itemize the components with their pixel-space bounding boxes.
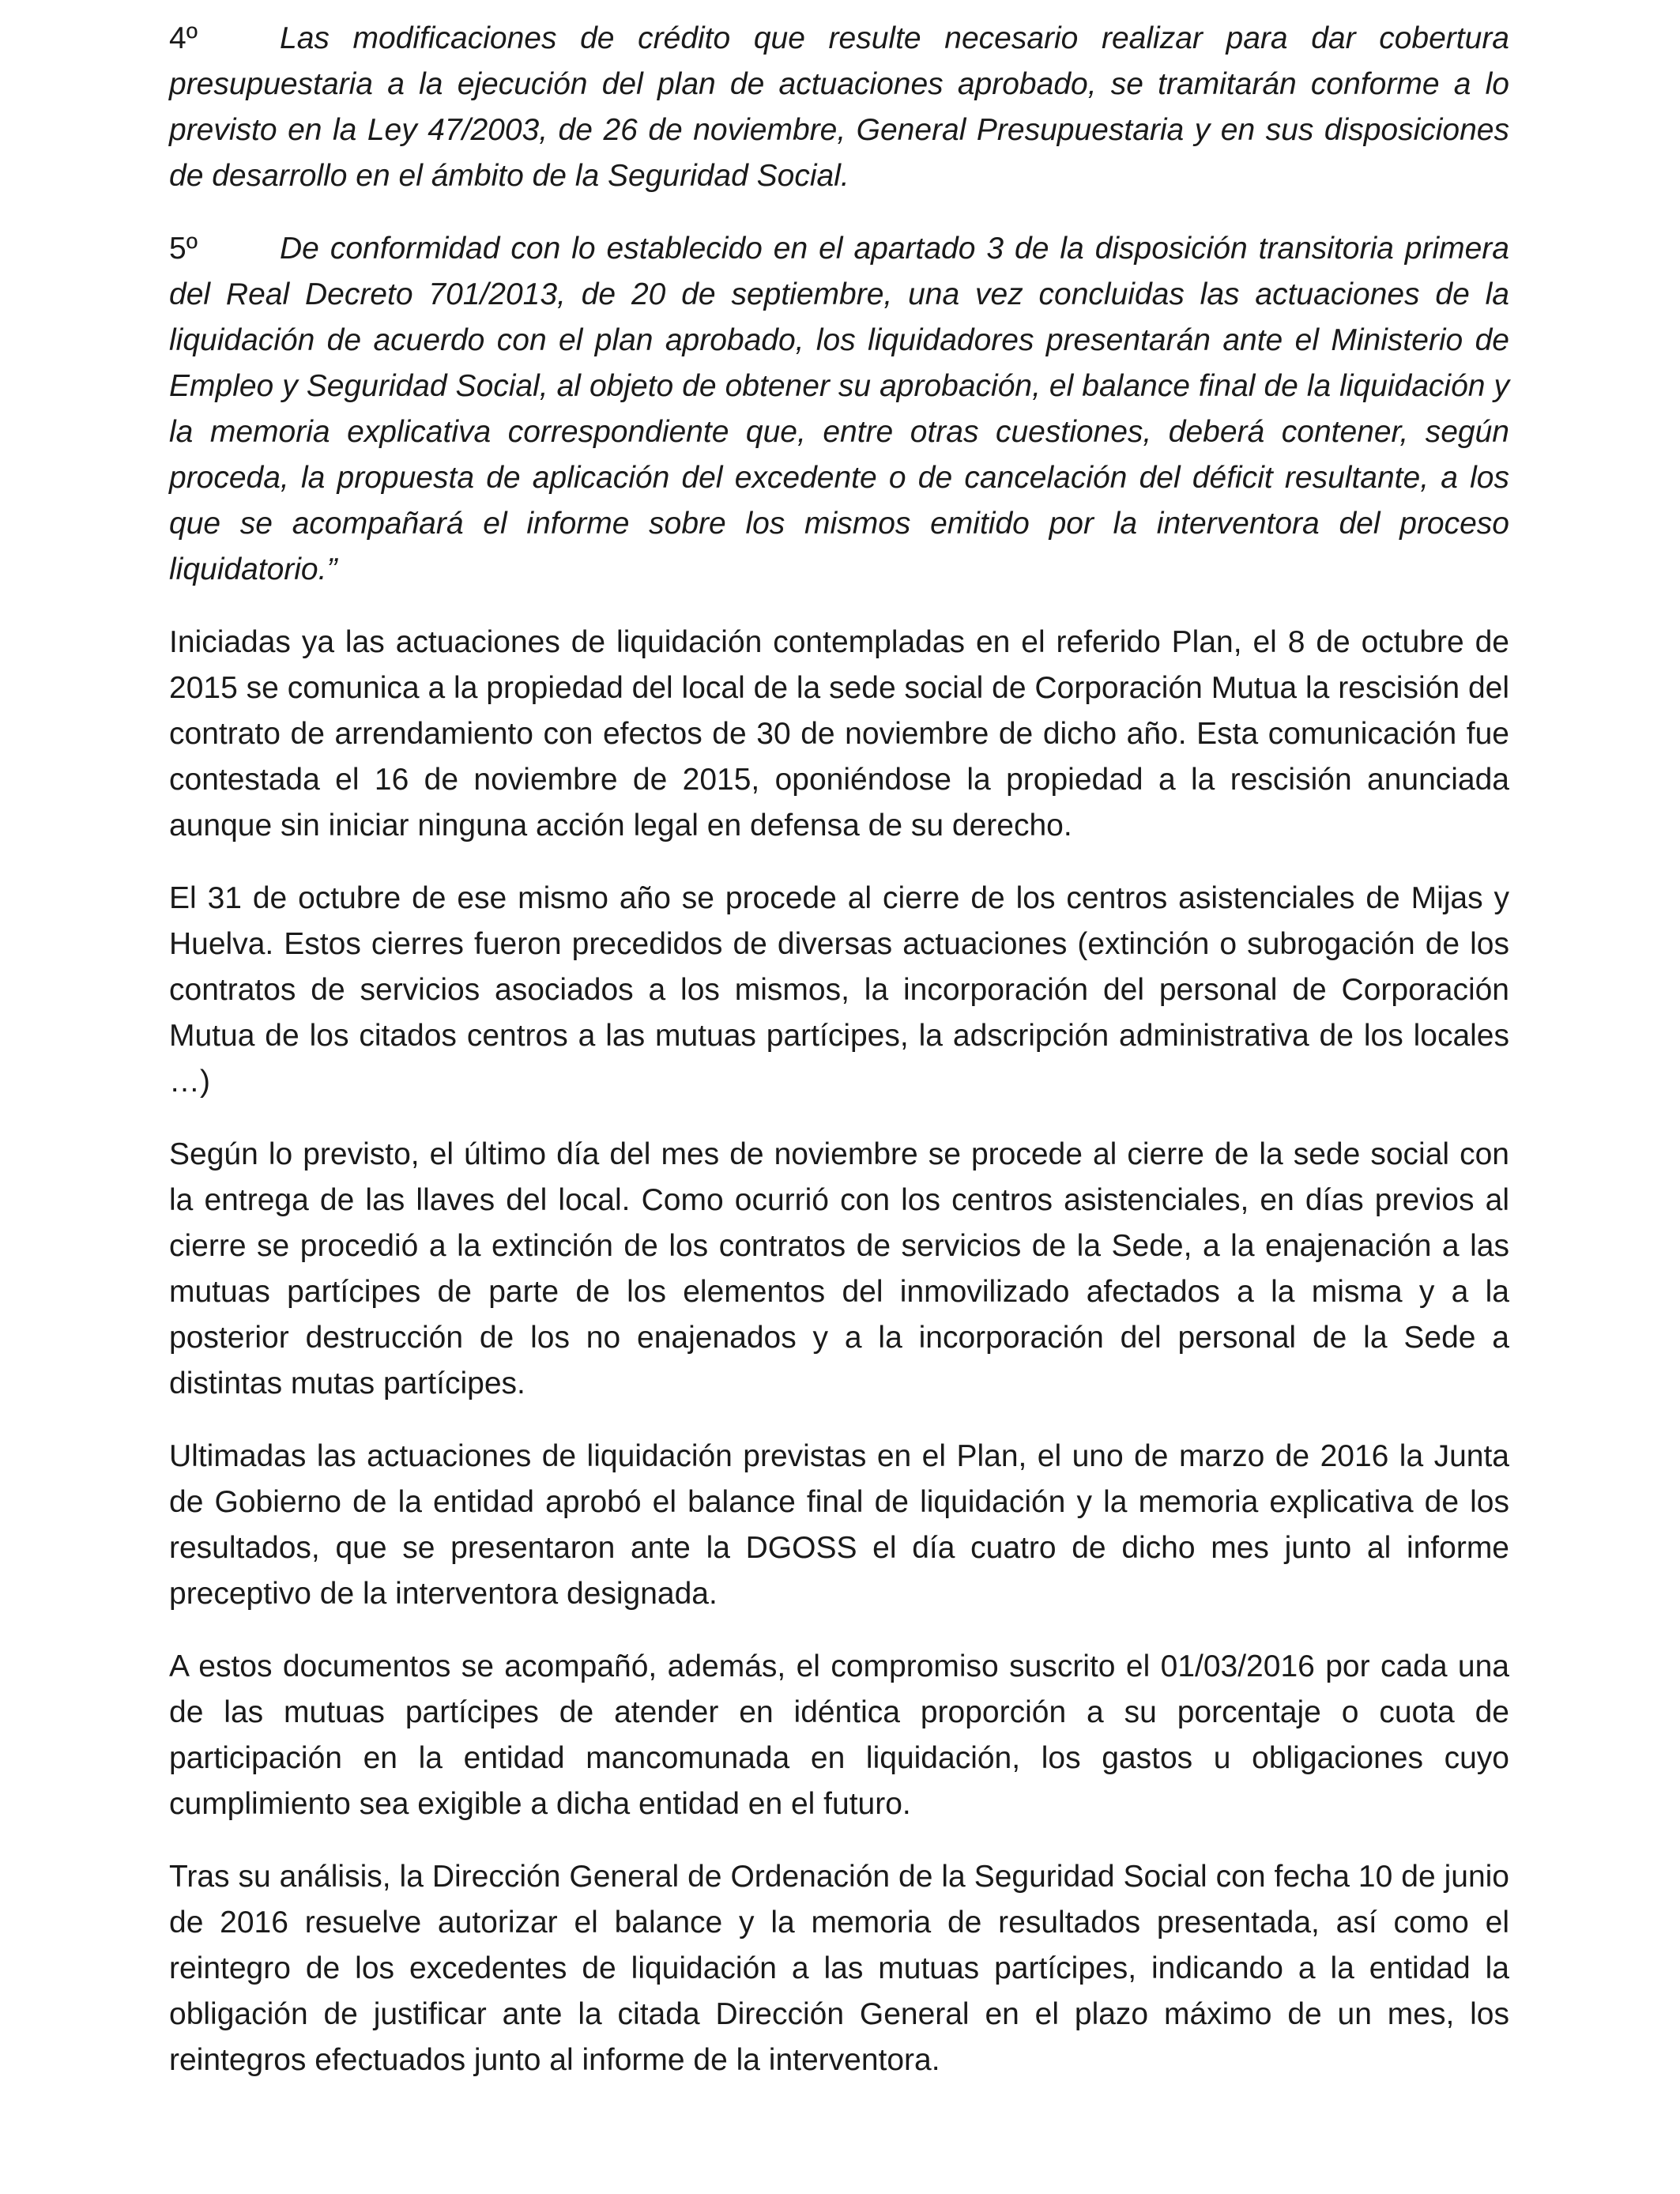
quoted-item-4 <box>169 16 1509 199</box>
item-text: Las modificaciones de crédito que resulte necesario realizar para dar cobertura presupuestaria a la ejecución del plan de actuaciones aprobado, se tramitarán conforme a lo previsto en la Ley 47/2003, de 26 de noviembre, General Presupuestaria y en sus disposiciones de desarrollo en el ámbito de la Seguridad Social. <box>169 21 1509 193</box>
item-number: 4º <box>169 21 198 55</box>
quoted-item-5 <box>169 226 1509 593</box>
page-body <box>169 16 1509 2110</box>
paragraph-compromiso: A estos documentos se acompañó, además, el compromiso suscrito el 01/03/2016 por cada una de las mutuas partícipes de atender en idéntica proporción a su porcentaje o cuota de participación en la entidad mancomunada en liquidación, los gastos u obligaciones cuyo cumplimiento sea exigible a dicha entidad en el futuro. <box>169 1649 1509 1821</box>
paragraph-balance-final: Ultimadas las actuaciones de liquidación previstas en el Plan, el uno de marzo de 2016 la Junta de Gobierno de la entidad aprobó el balance final de liquidación y la memoria explicativa de los resultados, que se presentaron ante la DGOSS el día cuatro de dicho mes junto al informe preceptivo de la interventora designada. <box>169 1439 1509 1611</box>
paragraph-rescision-local: Iniciadas ya las actuaciones de liquidación contempladas en el referido Plan, el 8 de octubre de 2015 se comunica a la propiedad del local de la sede social de Corporación Mutua la rescisión del contrato de arrendamiento con efectos de 30 de noviembre de dicho año. Esta comunicación fue contestada el 16 de noviembre de 2015, oponiéndose la propiedad a la rescisión anunciada aunque sin iniciar ninguna acción legal en defensa de su derecho. <box>169 625 1509 843</box>
paragraph-autorizacion: Tras su análisis, la Dirección General de Ordenación de la Seguridad Social con fecha 10 de junio de 2016 resuelve autorizar el balance y la memoria de resultados presentada, así como el reintegro de los excedentes de liquidación a las mutuas partícipes, indicando a la entidad la obligación de justificar ante la citada Dirección General en el plazo máximo de un mes, los reintegros efectuados junto al informe de la interventora. <box>169 1860 1509 2077</box>
paragraph-cierre-sede: Según lo previsto, el último día del mes de noviembre se procede al cierre de la sede social con la entrega de las llaves del local. Como ocurrió con los centros asistenciales, en días previos al cierre se procedió a la extinción de los contratos de servicios de la Sede, a la enajenación a las mutuas partícipes de parte de los elementos del inmovilizado afectados a la misma y a la posterior destrucción de los no enajenados y a la incorporación del personal de la Sede a distintas mutas partícipes. <box>169 1137 1509 1400</box>
item-number: 5º <box>169 232 198 266</box>
item-text: De conformidad con lo establecido en el apartado 3 de la disposición transitoria primera del Real Decreto 701/2013, de 20 de septiembre, una vez concluidas las actuaciones de la liquidación de acuerdo con el plan aprobado, los liquidadores presentarán ante el Ministerio de Empleo y Seguridad Social, al objeto de obtener su aprobación, el balance final de la liquidación y la memoria explicativa correspondiente que, entre otras cuestiones, deberá contener, según proceda, la propuesta de aplicación del excedente o de cancelación del déficit resultante, a los que se acompañará el informe sobre los mismos emitido por la interventora del proceso liquidatorio.” <box>169 232 1509 586</box>
paragraph-cierre-centros: El 31 de octubre de ese mismo año se procede al cierre de los centros asistenciales de Mijas y Huelva. Estos cierres fueron precedidos de diversas actuaciones (extinción o subrogación de los contratos de servicios asociados a los mismos, la incorporación del personal de Corporación Mutua de los citados centros a las mutuas partícipes, la adscripción administrativa de los locales …) <box>169 881 1509 1099</box>
